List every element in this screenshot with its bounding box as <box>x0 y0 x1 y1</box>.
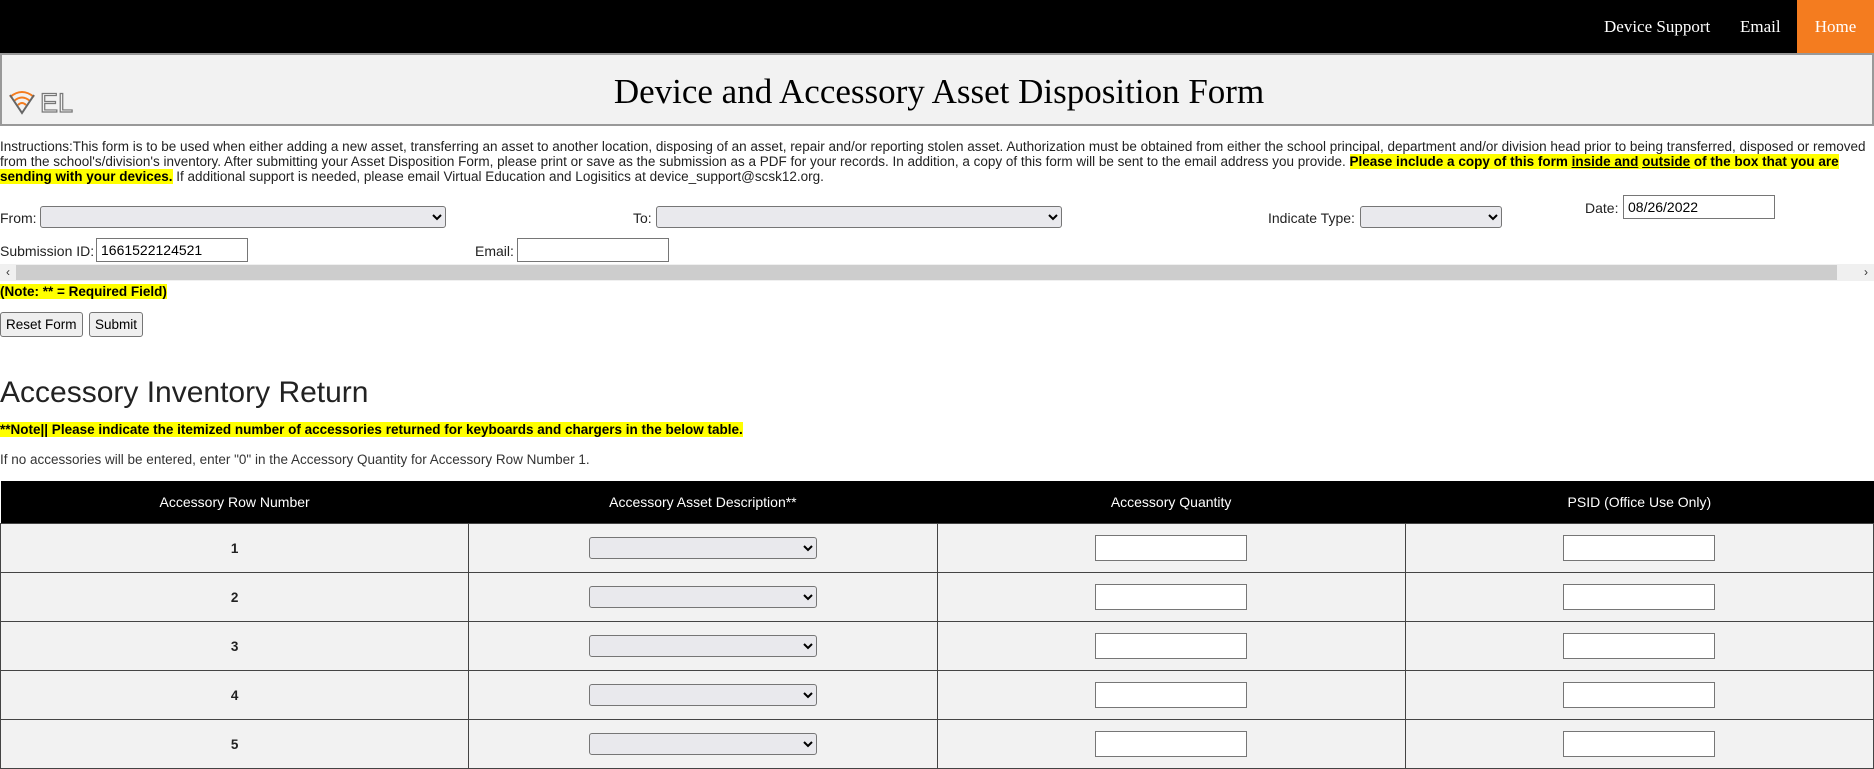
psid-input[interactable] <box>1563 584 1715 610</box>
accessory-description-select[interactable] <box>589 733 817 755</box>
nav-email[interactable]: Email <box>1740 17 1781 36</box>
scroll-right-icon[interactable]: › <box>1864 265 1868 279</box>
submission-id-label: Submission ID: <box>0 243 95 259</box>
accessory-description-select[interactable] <box>589 537 817 559</box>
from-label: From: <box>0 210 37 226</box>
submit-button[interactable]: Submit <box>89 312 143 337</box>
to-label: To: <box>633 210 652 226</box>
nav-device-support[interactable]: Device Support <box>1604 17 1711 36</box>
table-row <box>1 524 1874 573</box>
type-label: Indicate Type: <box>1268 210 1355 226</box>
psid-input[interactable] <box>1563 535 1715 561</box>
row-number: 5 <box>1 720 469 769</box>
accessory-note: **Note|| Please indicate the itemized number of accessories returned for keyboards and chargers in the below table. <box>0 422 743 437</box>
accessory-quantity-input[interactable] <box>1095 584 1247 610</box>
row-number: 1 <box>1 524 469 573</box>
type-select[interactable] <box>1360 206 1502 228</box>
table-row <box>1 622 1874 671</box>
header-row-number: Accessory Row Number <box>1 481 469 524</box>
horizontal-scrollbar[interactable] <box>0 264 1874 281</box>
date-input[interactable] <box>1623 195 1775 219</box>
accessory-info: If no accessories will be entered, enter "0" in the Accessory Quantity for Accessory Row Number 1. <box>0 452 590 467</box>
submission-id-input[interactable] <box>96 238 248 262</box>
email-input[interactable] <box>517 238 669 262</box>
instructions-support-text: If additional support is needed, please email Virtual Education and Logisitics at device_support@scsk12.org. <box>172 169 824 184</box>
vel-logo <box>6 85 102 115</box>
header-quantity: Accessory Quantity <box>937 481 1405 524</box>
reset-form-button[interactable]: Reset Form <box>0 312 83 337</box>
email-label: Email: <box>475 243 514 259</box>
table-header-row <box>1 481 1874 524</box>
psid-input[interactable] <box>1563 633 1715 659</box>
instructions-highlight: Please include a copy of this form inside and outside of the box that you are sending with your devices. <box>0 154 1839 184</box>
scroll-left-icon[interactable]: ‹ <box>6 265 10 279</box>
section-title: Accessory Inventory Return <box>0 376 369 409</box>
accessory-table <box>0 481 1874 769</box>
page-header <box>0 53 1874 126</box>
instructions <box>0 139 1872 184</box>
accessory-quantity-input[interactable] <box>1095 633 1247 659</box>
accessory-description-select[interactable] <box>589 684 817 706</box>
row-number: 4 <box>1 671 469 720</box>
scrollbar-thumb[interactable] <box>16 265 1837 280</box>
svg-text:EL: EL <box>40 88 74 115</box>
accessory-quantity-input[interactable] <box>1095 535 1247 561</box>
accessory-quantity-input[interactable] <box>1095 731 1247 757</box>
header-psid: PSID (Office Use Only) <box>1405 481 1873 524</box>
accessory-quantity-input[interactable] <box>1095 682 1247 708</box>
from-select[interactable] <box>40 206 446 228</box>
nav-home[interactable]: Home <box>1797 0 1874 53</box>
row-number: 2 <box>1 573 469 622</box>
psid-input[interactable] <box>1563 682 1715 708</box>
row-number: 3 <box>1 622 469 671</box>
accessory-description-select[interactable] <box>589 635 817 657</box>
date-label: Date: <box>1585 200 1619 216</box>
psid-input[interactable] <box>1563 731 1715 757</box>
page-title: Device and Accessory Asset Disposition Form <box>613 72 1265 111</box>
table-row <box>1 720 1874 769</box>
table-row <box>1 573 1874 622</box>
header-description: Accessory Asset Description** <box>469 481 937 524</box>
required-note: (Note: ** = Required Field) <box>0 284 167 299</box>
to-select[interactable] <box>656 206 1062 228</box>
table-row <box>1 671 1874 720</box>
top-nav <box>0 0 1874 53</box>
instructions-text: Instructions:This form is to be used when either adding a new asset, transferring an asset to another location, disposing of an asset, repair and/or reporting stolen asset. Authorization must be obtained from either the school principal, department and/or division head prior to being transferred, disposed or removed from the school's/division's inventory. After submitting your Asset Disposition Form, please print or save as the submission as a PDF for your records. In addition, a copy of this form will be sent to the email address you provide. <box>0 139 1866 169</box>
accessory-description-select[interactable] <box>589 586 817 608</box>
wifi-icon <box>10 92 34 105</box>
